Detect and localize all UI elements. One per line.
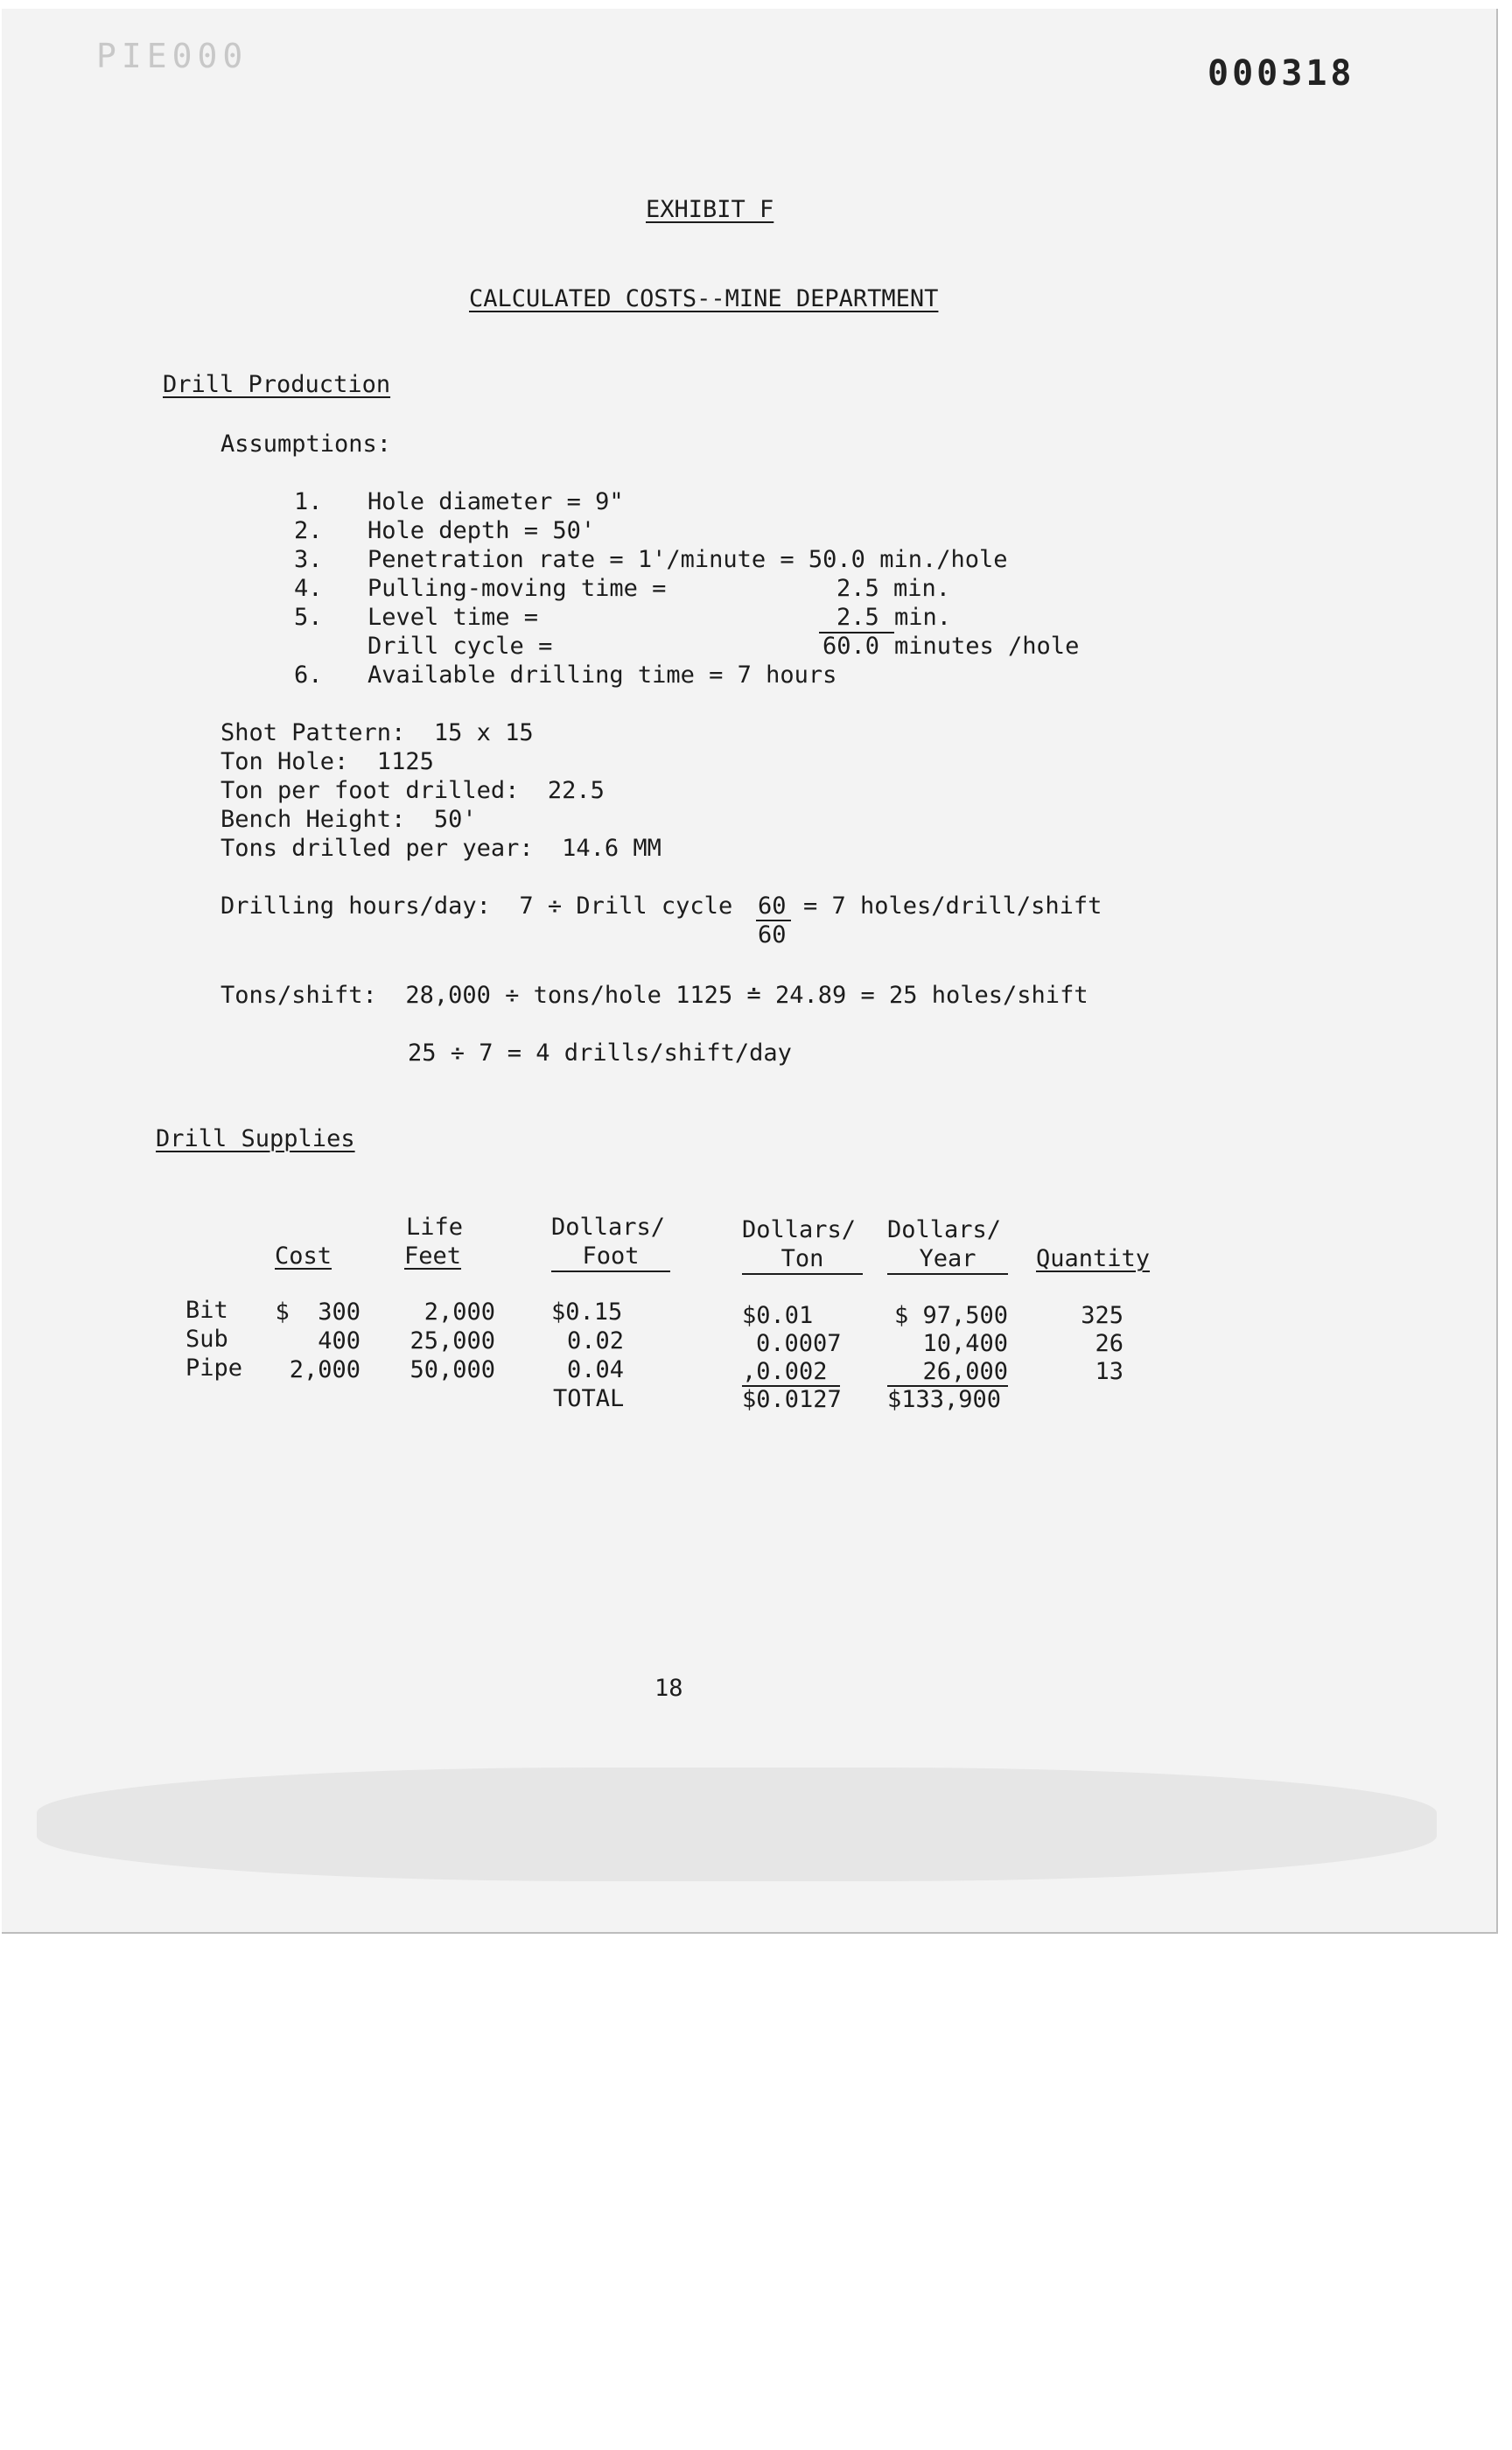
tons-per-shift-line: Tons/shift: 28,000 ÷ tons/hole 1125 ≐ 24.89 = 25 holes/shift — [220, 982, 1088, 1009]
item-text: Available drilling time = 7 hours — [368, 662, 837, 689]
header-life-bottom: Feet — [404, 1242, 462, 1270]
total-per-ton: $0.0127 — [742, 1386, 842, 1413]
equation-suffix: = 7 holes/drill/shift — [803, 892, 1102, 920]
drill-supplies-heading: Drill Supplies — [156, 1125, 355, 1152]
header-dpf-bottom: Foot — [582, 1242, 640, 1270]
row-cost: 2,000 — [289, 1356, 360, 1383]
item-text: Hole depth = 50' — [368, 517, 596, 544]
row-item: Sub — [186, 1326, 228, 1353]
item-value: 60.0 — [822, 633, 880, 660]
header-underline — [887, 1273, 1008, 1275]
item-text: Penetration rate = 1'/minute = 50.0 min./hole — [368, 546, 1008, 573]
row-per-ton: ,0.002 — [742, 1358, 828, 1385]
page-number: 18 — [654, 1675, 683, 1702]
row-per-year: $ 97,500 — [893, 1302, 1008, 1329]
item-number: 5. — [294, 604, 323, 631]
item-text: Pulling-moving time = — [368, 575, 667, 602]
item-value: 2.5 min. — [836, 575, 951, 602]
header-dpf-top: Dollars/ — [551, 1214, 666, 1241]
item-text: Hole diameter = 9" — [368, 488, 624, 515]
drills-per-shift-line: 25 ÷ 7 = 4 drills/shift/day — [408, 1040, 792, 1067]
row-quantity: 13 — [1095, 1358, 1124, 1385]
row-per-ton: $0.01 — [742, 1302, 814, 1329]
fact-line: Shot Pattern: 15 x 15 — [220, 719, 534, 746]
item-number: 1. — [294, 488, 323, 515]
drill-production-heading: Drill Production — [163, 371, 391, 398]
header-dpt-bottom: Ton — [780, 1245, 824, 1272]
page-subtitle: CALCULATED COSTS--MINE DEPARTMENT — [469, 285, 939, 312]
faint-bates-mark: PIE000 — [96, 37, 248, 75]
header-quantity: Quantity — [1036, 1245, 1151, 1272]
item-text: Drill cycle = — [368, 633, 553, 660]
fact-line: Ton per foot drilled: 22.5 — [220, 777, 605, 804]
row-quantity: 26 — [1095, 1330, 1124, 1357]
item-unit: minutes /hole — [894, 633, 1080, 660]
header-dpy-bottom: Year — [919, 1245, 976, 1272]
exhibit-title: EXHIBIT F — [646, 196, 774, 223]
row-per-year: 10,400 — [922, 1330, 1008, 1357]
equation-prefix: Drilling hours/day: 7 ÷ Drill cycle — [220, 892, 733, 920]
row-item: Bit — [186, 1297, 228, 1324]
scan-shadow — [37, 1768, 1437, 1881]
total-label: TOTAL — [553, 1385, 625, 1412]
row-cost: $ 300 — [275, 1298, 360, 1326]
header-life-top: Life — [406, 1214, 464, 1241]
row-life: 2,000 — [424, 1298, 495, 1326]
fraction-numerator: 60 — [758, 892, 787, 920]
document-page — [2, 9, 1498, 1934]
item-number: 6. — [294, 662, 323, 689]
fraction-denominator: 60 — [758, 921, 787, 948]
header-dpt-top: Dollars/ — [742, 1216, 857, 1243]
row-per-ton: 0.0007 — [756, 1330, 842, 1357]
item-number: 4. — [294, 575, 323, 602]
header-underline — [742, 1273, 863, 1275]
total-per-year: $133,900 — [887, 1386, 1002, 1413]
fact-line: Tons drilled per year: 14.6 MM — [220, 835, 662, 862]
fact-line: Ton Hole: 1125 — [220, 748, 434, 775]
item-unit: min. — [894, 604, 952, 631]
fact-line: Bench Height: 50' — [220, 806, 477, 833]
document-number-stamp: 000318 — [1208, 53, 1355, 94]
item-number: 3. — [294, 546, 323, 573]
row-life: 50,000 — [410, 1356, 495, 1383]
row-per-foot: 0.02 — [567, 1327, 625, 1354]
row-item: Pipe — [186, 1354, 243, 1382]
row-cost: 400 — [318, 1327, 360, 1354]
row-life: 25,000 — [410, 1327, 495, 1354]
row-per-foot: $0.15 — [551, 1298, 623, 1326]
header-cost: Cost — [275, 1242, 332, 1270]
item-value: 2.5 — [836, 604, 879, 631]
row-per-foot: 0.04 — [567, 1356, 625, 1383]
header-dpy-top: Dollars/ — [887, 1216, 1002, 1243]
row-per-year: 26,000 — [922, 1358, 1008, 1385]
item-number: 2. — [294, 517, 323, 544]
header-underline — [551, 1270, 670, 1272]
assumptions-label: Assumptions: — [220, 430, 392, 458]
row-quantity: 325 — [1081, 1302, 1124, 1329]
item-text: Level time = — [368, 604, 539, 631]
